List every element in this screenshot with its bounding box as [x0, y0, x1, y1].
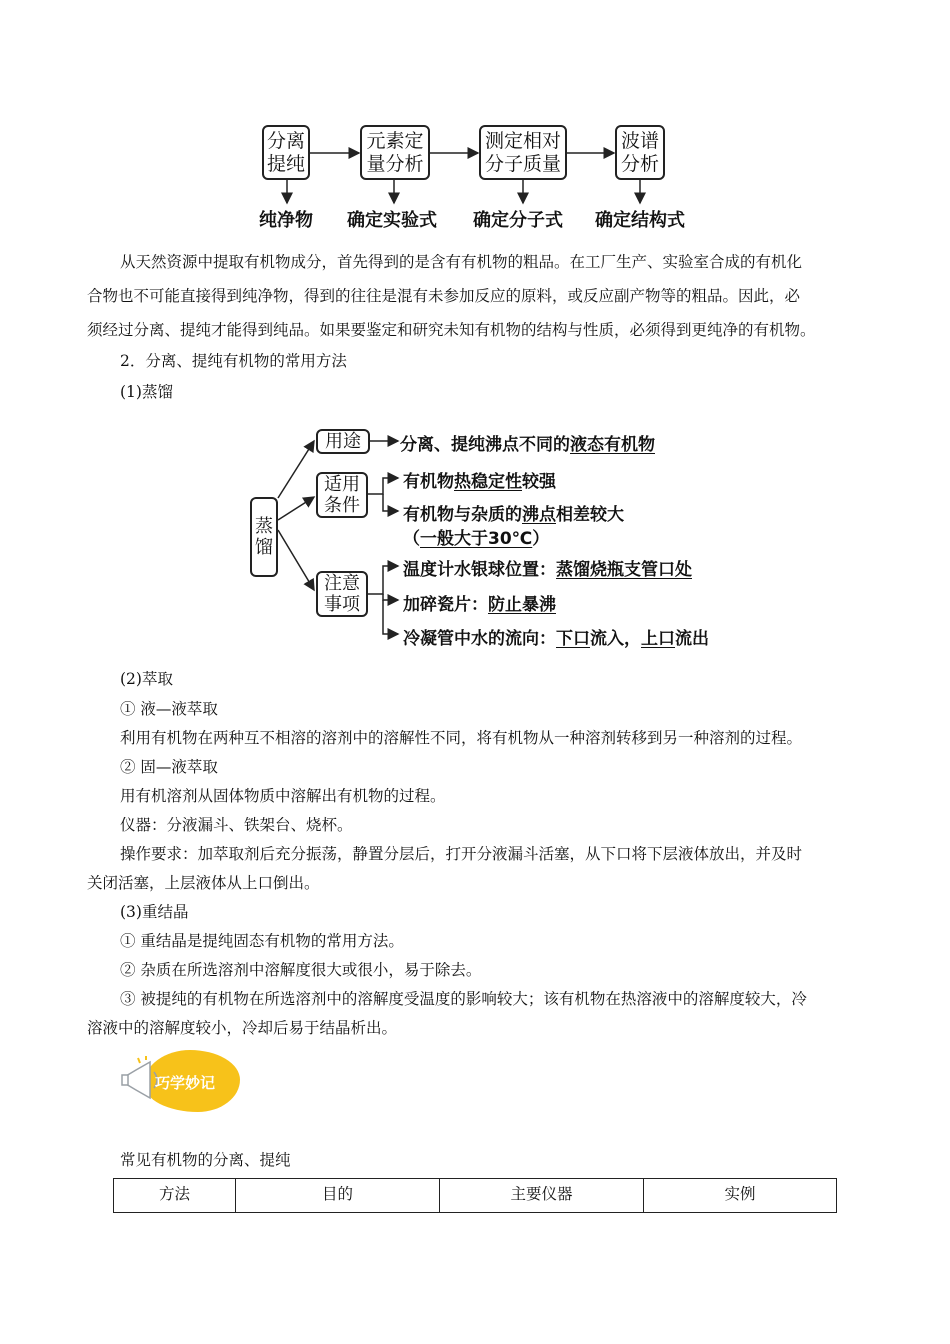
distill-use-text: 分离、提纯沸点不同的液态有机物 — [400, 435, 655, 455]
extract-item-2-text: 用有机溶剂从固体物质中溶解出有机物的过程。 — [120, 787, 446, 805]
distill-use-box: 用途 — [316, 429, 370, 454]
flow-box-elemental-analysis: 元素定 量分析 — [360, 125, 430, 180]
flow-box-molecular-mass: 测定相对 分子质量 — [479, 125, 567, 180]
distill-note-2: 加碎瓷片：防止暴沸 — [403, 595, 556, 615]
extract-item-2-title: ② 固—液萃取 — [120, 758, 218, 776]
flow-box-separation: 分离 提纯 — [262, 125, 310, 180]
tips-badge — [120, 1048, 240, 1112]
badge-label: 巧学妙记 — [155, 1074, 216, 1092]
extract-item-1-title: ① 液—液萃取 — [120, 700, 218, 718]
flow-label-empirical: 确定实验式 — [347, 210, 437, 231]
intro-line-1: 从天然资源中提取有机物成分，首先得到的是含有有机物的粗品。在工厂生产、实验室合成的有机化 — [120, 253, 803, 271]
recryst-item-1: ① 重结晶是提纯固态有机物的常用方法。 — [120, 932, 404, 950]
intro-line-2: 合物也不可能直接得到纯净物，得到的往往是混有未参加反应的原料，或反应副产物等的粗品。因此，必 — [87, 287, 801, 305]
section-2-title: 2．分离、提纯有机物的常用方法 — [120, 352, 347, 370]
extract-operation-line-1: 操作要求：加萃取剂后充分振荡，静置分层后，打开分液漏斗活塞，从下口将下层液体放出，并及时 — [120, 845, 803, 863]
intro-line-3: 须经过分离、提纯才能得到纯品。如果要鉴定和研究未知有机物的结构与性质，必须得到更纯净的有机物。 — [87, 321, 816, 339]
table-caption: 常见有机物的分离、提纯 — [120, 1151, 291, 1169]
flow-label-molecular: 确定分子式 — [473, 210, 563, 231]
table-header-example: 实例 — [644, 1179, 837, 1213]
extract-heading: (2)萃取 — [120, 670, 173, 688]
recryst-item-3-line-2: 溶液中的溶解度较小，冷却后易于结晶析出。 — [87, 1019, 398, 1037]
flow-label-pure: 纯净物 — [259, 210, 313, 231]
extract-item-1-text: 利用有机物在两种互不相溶的溶剂中的溶解性不同，将有机物从一种溶剂转移到另一种溶剂的过程。 — [120, 729, 803, 747]
distill-condition-2: 有机物与杂质的沸点相差较大 — [403, 505, 624, 525]
flow-label-structural: 确定结构式 — [595, 210, 685, 231]
distill-root-box: 蒸 馏 — [250, 497, 278, 577]
methods-table — [113, 1178, 837, 1213]
table-header-purpose: 目的 — [236, 1179, 440, 1213]
distill-notes-box: 注意 事项 — [316, 571, 368, 617]
distill-note-3: 冷凝管中水的流向：下口流入，上口流出 — [403, 629, 709, 649]
distill-condition-2-note: （一般大于30℃） — [403, 529, 550, 549]
flow-box-spectral-analysis: 波谱 分析 — [615, 125, 665, 180]
recryst-item-3-line-1: ③ 被提纯的有机物在所选溶剂中的溶解度受温度的影响较大；该有机物在热溶液中的溶解度较大，冷 — [120, 990, 807, 1008]
distill-note-1: 温度计水银球位置：蒸馏烧瓶支管口处 — [403, 560, 692, 580]
distill-heading: (1)蒸馏 — [120, 383, 173, 401]
recryst-heading: (3)重结晶 — [120, 903, 189, 921]
distill-conditions-box: 适用 条件 — [316, 472, 368, 518]
extract-instruments: 仪器：分液漏斗、铁架台、烧杯。 — [120, 816, 353, 834]
table-header-instruments: 主要仪器 — [440, 1179, 644, 1213]
distill-condition-1: 有机物热稳定性较强 — [403, 472, 556, 492]
extract-operation-line-2: 关闭活塞，上层液体从上口倒出。 — [87, 874, 320, 892]
recryst-item-2: ② 杂质在所选溶剂中溶解度很大或很小，易于除去。 — [120, 961, 482, 979]
table-header-method: 方法 — [114, 1179, 236, 1213]
table-header-row — [114, 1179, 837, 1213]
